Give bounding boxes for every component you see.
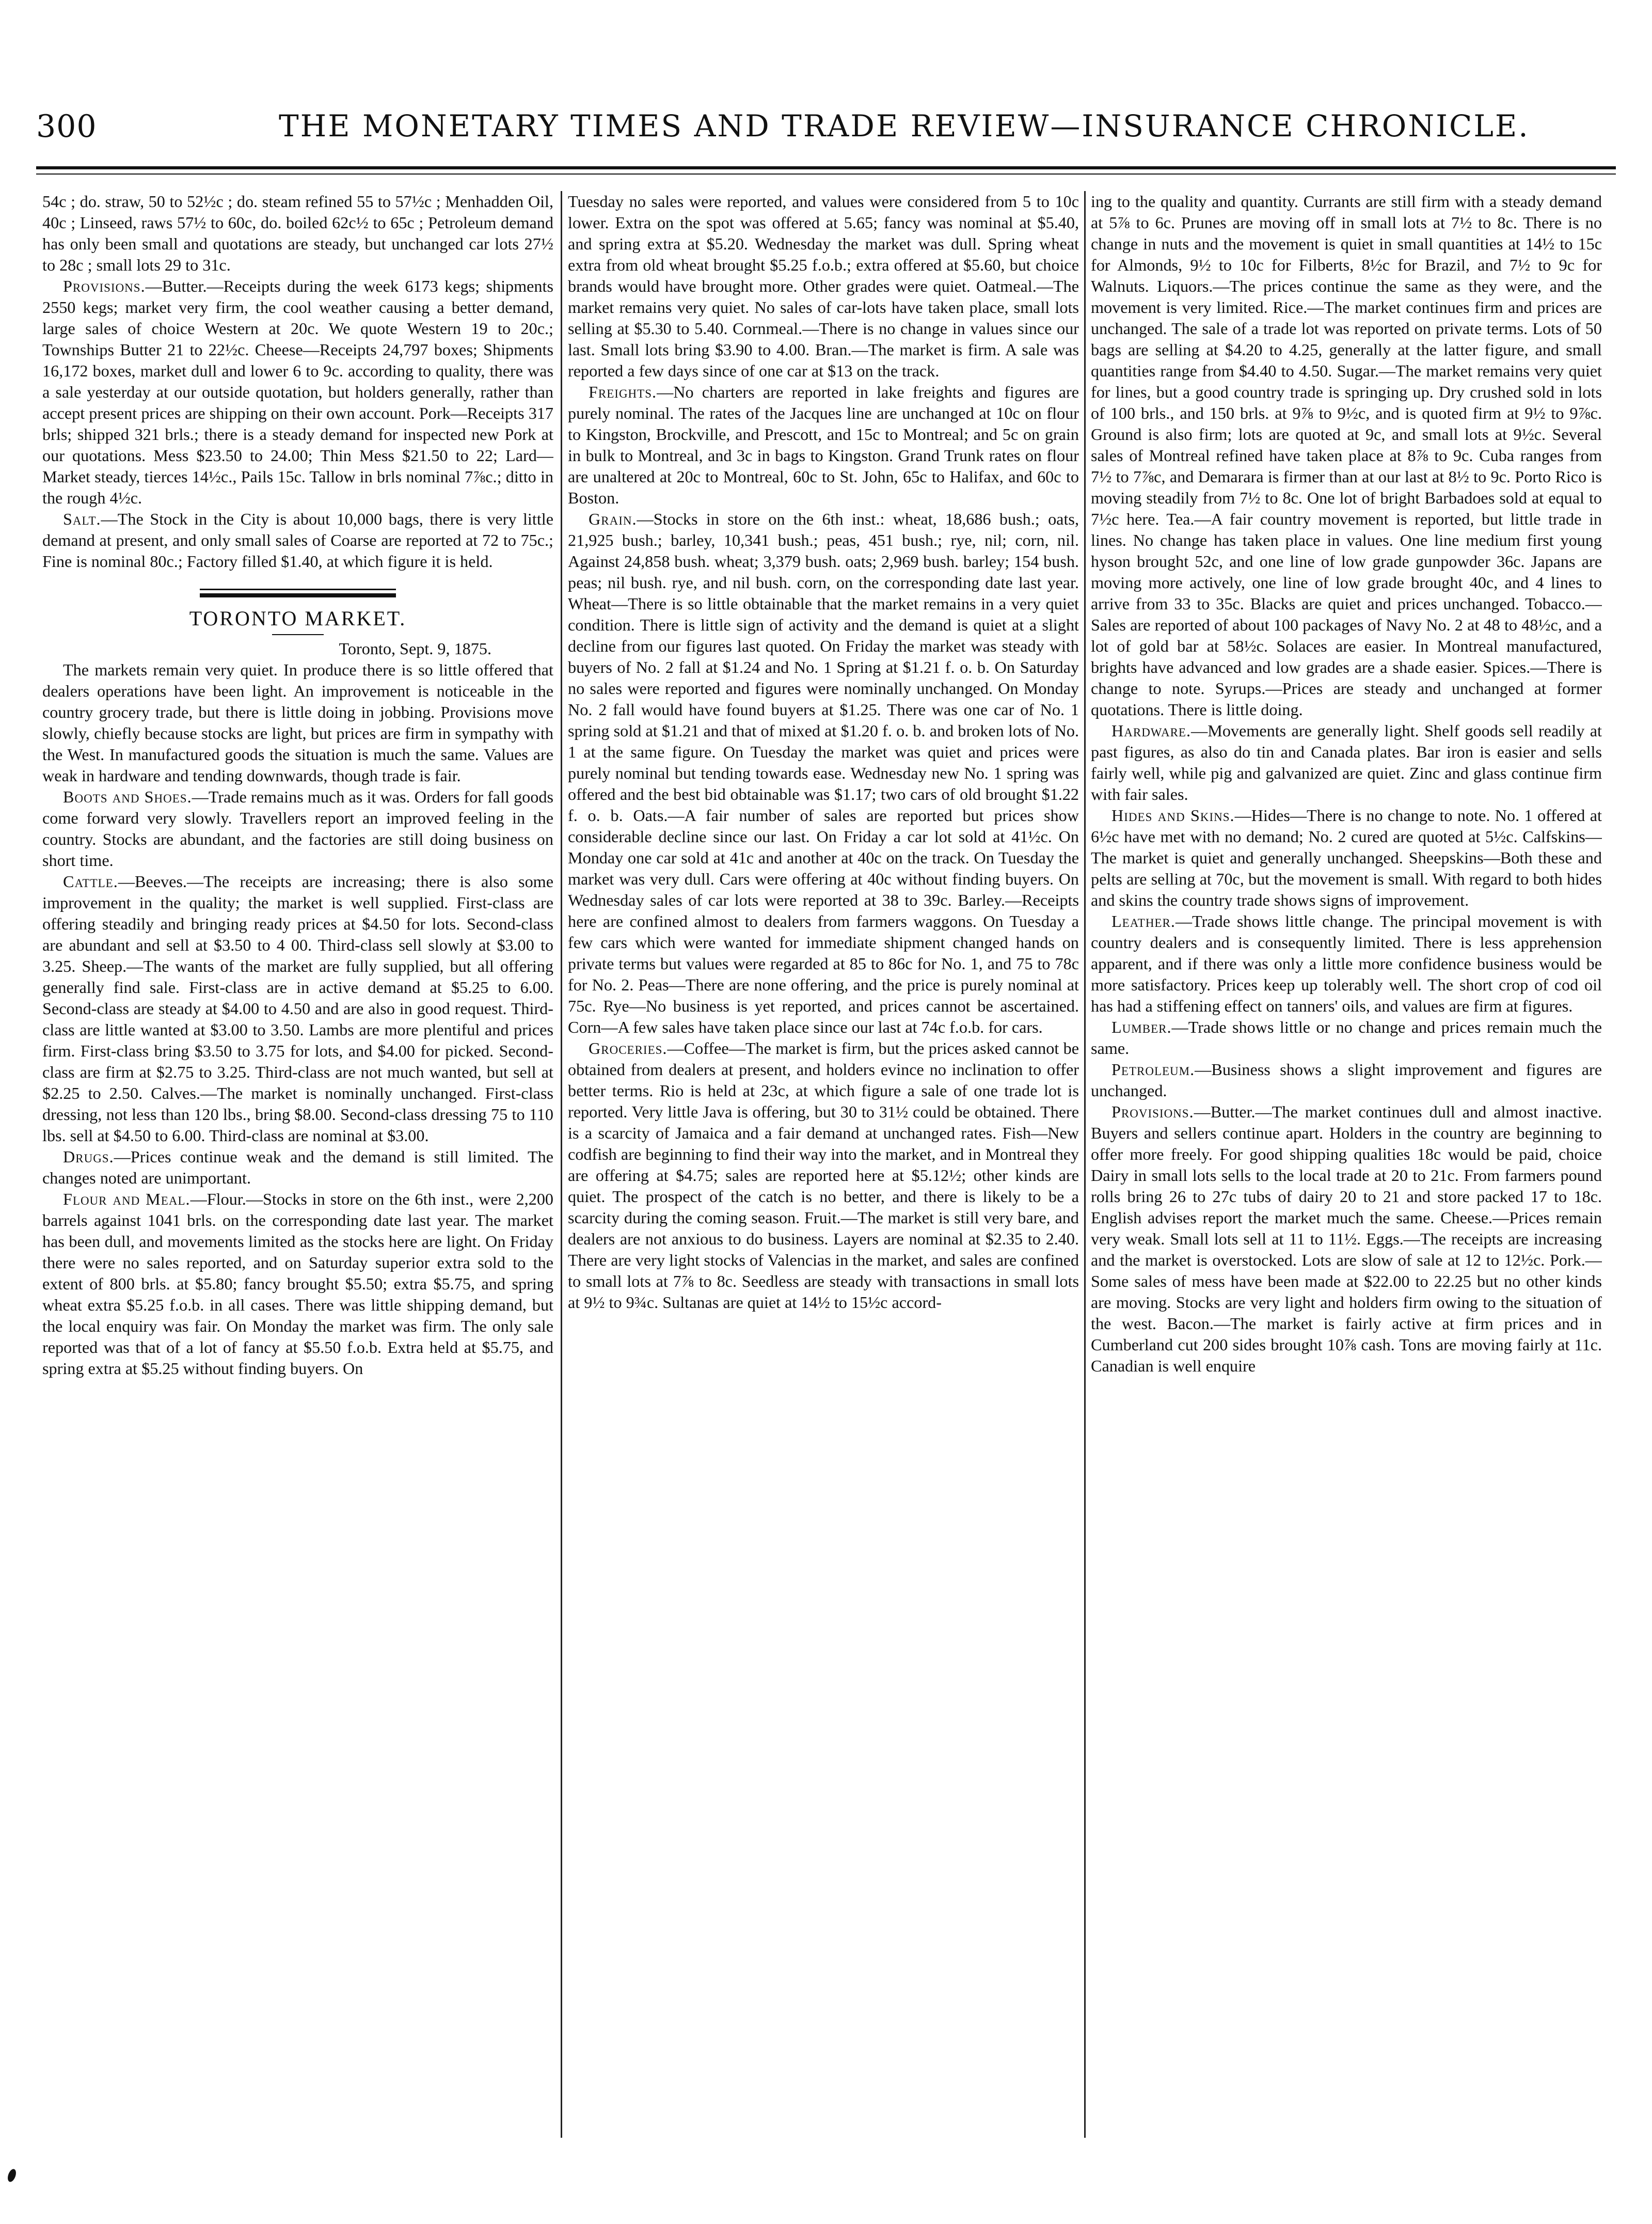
- paragraph-text: —Movements are generally light. Shelf goods sell readily at past figures, as also do tin and Canada plates. Bar iron is easier and sells fairly well, while pig and galvanized are quiet. Zinc and glass continue firm with fair sales.: [1091, 721, 1602, 803]
- paragraph-text: —Trade shows little or no change and prices remain much the same.: [1091, 1018, 1602, 1058]
- section-title: TORONTO MARKET.: [189, 607, 407, 630]
- paragraph-text: —Stocks in store on the 6th inst.: wheat, 18,686 bush.; oats, 21,925 bush.; barley, 10,341 bush.; peas, 451 bush.; rye, nil; corn, nil. Against 24,858 bush. wheat; 3,379 bush. oats; 2,969 bush. barley; 154 bush. peas; nil bush. rye, and nil bush. corn, on the corresponding date last year. Wheat—There is so little obtainable that the market remains in a very quiet condition. There is little sign of activity and the demand is quiet at a slight decline from our figures last quoted. On Friday the market was steady with buyers of No. 2 fall at $1.24 and No. 1 Spring at $1.21 f. o. b. On Saturday no sales were reported and figures were nominally unchanged. On Monday No. 2 fall would have found buyers at $1.25. There was one car of No. 1 spring sold at $1.21 and that of mixed at $1.20 f. o. b. and broken lots of No. 1 at the same figure. On Tuesday the market was quiet and prices were purely nominal but tending towards ease. Wednesday new No. 1 spring was offered and the best bid obtainable was $1.17; two cars of old brought $1.22 f. o. b. Oats.—A fair number of sales are reported but prices show considerable decline since our last. On Friday a car lot sold at 41½c. On Monday one car sold at 41c and another at 40c on the track. On Tuesday the market was very dull. Cars were offering at 40c without finding buyers. On Wednesday sales of car lots were reported at 38 to 39c. Barley.—Receipts here are confined almost to dealers from farmers waggons. On Tuesday a few cars which were wanted for immediate shipment changed hands on private terms but values were regarded at 85 to 86c for No. 1, and 75 to 78c for No. 2. Peas—There are none offering, and the price is purely nominal at 75c. Rye—No business is yet reported, and prices cannot be ascertained. Corn—A few sales have taken place since our last at 74c f.o.b. for cars.: [568, 510, 1079, 1036]
- paragraph: [1091, 1101, 1602, 1377]
- section-head: Salt.: [63, 510, 101, 528]
- paragraph: [42, 1189, 553, 1379]
- paragraph: [42, 509, 553, 572]
- paragraph: [42, 276, 553, 509]
- section-head: Provisions.: [1111, 1102, 1194, 1121]
- paragraph: [1091, 805, 1602, 911]
- ink-mark: [6, 2168, 18, 2183]
- column-2: [568, 191, 1079, 2153]
- paragraph: [1091, 1017, 1602, 1059]
- section-head: Flour and Meal.: [63, 1190, 190, 1208]
- section-head: Boots and Shoes.: [63, 787, 192, 806]
- column-1: [42, 191, 553, 2153]
- header-rule: [36, 166, 1616, 169]
- paragraph-text: —Trade shows little change. The principal movement is with country dealers and is consequently limited. There is less apprehension apparent, and if there was only a little more confidence business would be more satisfactory. Prices keep up tolerably well. The short crop of cod oil has had a stiffening effect on tanners' oils, and values are firm at figures.: [1091, 912, 1602, 1015]
- paragraph-text: —Business shows a slight improvement and figures are unchanged.: [1091, 1060, 1602, 1100]
- section-head: Hides and Skins.: [1111, 806, 1235, 825]
- column-divider: [1084, 191, 1086, 2138]
- paragraph: ing to the quality and quantity. Currants are still firm with a steady demand at 5⅞ to 6c. Prunes are moving off in small lots at 7½ to 8c. There is no change in nuts and the movement is quiet in small quantities at 14½ to 15c for Almonds, 9½ to 10c for Filberts, 8½c for Brazil, and 7½ to 9c for Walnuts. Liquors.—The prices continue the same as they were, and the movement is very limited. Rice.—The market continues firm and prices are unchanged. The sale of a trade lot was reported on private terms. Lots of 50 bags are selling at $4.20 to 4.25, generally at the latter figure, and small quantities range from $4.40 to 4.50. Sugar.—The market remains very quiet for lines, but a good country trade is springing up. Dry crushed sold in lots of 100 brls., and 150 brls. at 9⅞ to 9½c, and is quoted firm at 9½ to 9⅞c. Ground is also firm; lots are quoted at 9c, and small lots at 9½c. Several sales of Montreal refined have taken place at 8⅞ to 9c. Cuba ranges from 7½ to 7⅞c, and Demarara is firmer than at our last at 8½ to 9c. Porto Rico is moving steadily from 7½ to 8c. One lot of bright Barbadoes sold at equal to 7½c here. Tea.—A fair country movement is reported, but little trade in lines. No change has taken place in values. One line medium first young hyson brought 52c, and one line of low grade gunpowder 36c. Japans are moving more actively, one line of low grade brought 40c, and 4 lines to arrive from 33 to 35c. Blacks are quiet and prices unchanged. Tobacco.—Sales are reported of about 100 packages of Navy No. 2 at 48 to 48½c, and a lot of gold bar at 58½c. Solaces are easier. In Montreal manufactured, brights have advanced and low grades are a shade easier. Spices.—There is change to note. Syrups.—Prices are steady and unchanged at former quotations. There is little doing.: [1091, 192, 1602, 719]
- paragraph-text: —Flour.—Stocks in store on the 6th inst., were 2,200 barrels against 1041 brls. on the corresponding date last year. The market has been dull, and movements limited as the stocks here are light. On Friday there were no sales reported, and on Saturday superior extra sold to the extent of 800 brls. at $5.80; fancy brought $5.50; extra $5.75, and spring wheat extra $5.25 f.o.b. in all cases. There was little shipping demand, but the local enquiry was fair. On Monday the market was firm. The only sale reported was that of a lot of fancy at $5.50 f.o.b. Extra held at $5.75, and spring extra at $5.25 without finding buyers. On: [42, 1190, 553, 1378]
- paragraph: Tuesday no sales were reported, and values were considered from 5 to 10c lower. Extra on the spot was offered at 5.65; fancy was nominal at $5.40, and spring extra at $5.20. Wednesday the market was dull. Spring wheat extra from old wheat brought $5.25 f.o.b.; extra offered at $5.60, but choice brands would have brought more. Other grades were quiet. Oatmeal.—The market remains very quiet. No sales of car-lots have taken place, small lots selling at $5.30 to 5.40. Cornmeal.—There is no change in values since our last. Small lots bring $3.90 to 4.00. Bran.—The market is firm. A sale was reported a few days since of one car at $13 on the track.: [568, 192, 1079, 380]
- paragraph-text: —Hides—There is no change to note. No. 1 offered at 6½c have met with no demand; No. 2 cured are quoted at 5½c. Calfskins—The market is quiet and generally unchanged. Sheepskins—Both these and pelts are selling at 70c, but the movement is small. With regard to both hides and skins the country trade shows signs of improvement.: [1091, 806, 1602, 909]
- paragraph: 54c ; do. straw, 50 to 52½c ; do. steam refined 55 to 57½c ; Menhadden Oil, 40c ; Linseed, raws 57½ to 60c, do. boiled 62c½ to 65c ; Petroleum demand has only been small and quotations are steady, but unchanged car lots 27½ to 28c ; small lots 29 to 31c.: [42, 192, 553, 274]
- paragraph: [568, 509, 1079, 1038]
- section-head: Hardware.: [1111, 721, 1192, 740]
- section-divider: [200, 589, 396, 597]
- paragraph: The markets remain very quiet. In produce there is so little offered that dealers operations have been light. An improvement is noticeable in the country grocery trade, but there is little doing in jobbing. Provisions move slowly, chiefly because stocks are light, but prices are firm in sympathy with the West. In manufactured goods the situation is much the same. Values are weak in hardware and tending downwards, though trade is fair.: [42, 660, 553, 785]
- paragraph: [568, 382, 1079, 509]
- section-head: Lumber.: [1111, 1018, 1172, 1036]
- section-head: Leather.: [1111, 912, 1176, 930]
- paragraph-text: —Butter.—Receipts during the week 6173 kegs; shipments 2550 kegs; market very firm, the cool weather causing a better demand, large sales of choice Western at 20c. We quote Western 19 to 20c.; Townships Butter 21 to 22½c. Cheese—Receipts 24,797 boxes; Shipments 16,172 boxes, market dull and lower 6 to 9c. according to quality, there was a sale yesterday at our outside quotation, but holders generally, rather than accept present prices are shipping on their own account. Pork—Receipts 317 brls; shipped 321 brls.; there is a steady demand for inspected new Pork at our quotations. Mess $23.50 to 24.00; Thin Mess $21.50 to 22; Lard—Market steady, tierces 14½c., Pails 15c. Tallow in brls nominal 7⅞c.; ditto in the rough 4½c.: [42, 277, 553, 507]
- column-divider: [561, 191, 562, 2138]
- paragraph-text: —Beeves.—The receipts are increasing; there is also some improvement in the quality; the market is well supplied. First-class are offering steadily and bringing ready prices at $4.50 for lots. Second-class are abundant and sell at $3.50 to 4 00. Third-class sell slowly at $3.00 to 3.25. Sheep.—The wants of the market are fully supplied, but all offering generally find sale. First-class are in active demand at $5.25 to 6.00. Second-class are steady at $4.00 to 4.50 and are also in good request. Third-class are little wanted at $3.00 to 3.50. Lambs are more plentiful and prices firm. First-class bring $3.50 to 3.75 for lots, and $4.00 for picked. Second-class are firm at $2.75 to 3.25. Third-class are not much wanted, but sell at $2.25 to 2.50. Calves.—The market is nominally unchanged. First-class dressing, not less than 120 lbs., bring $8.00. Second-class dressing 75 to 110 lbs. sell at $4.50 to 6.00. Third-class are nominal at $3.00.: [42, 872, 553, 1145]
- section-head: Cattle.: [63, 872, 118, 891]
- column-3: [1091, 191, 1602, 2153]
- paragraph: [42, 786, 553, 871]
- header-rule-thin: [36, 173, 1616, 175]
- paragraph: [1091, 911, 1602, 1017]
- paragraph-text: —The Stock in the City is about 10,000 bags, there is very little demand at present, and only small sales of Coarse are reported at 72 to 75c.; Fine is nominal 80c.; Factory filled $1.40, at which figure it is held.: [42, 510, 553, 571]
- paragraph: [568, 1038, 1079, 1313]
- masthead-title: THE MONETARY TIMES AND TRADE REVIEW—INSURANCE CHRONICLE.: [279, 108, 1530, 144]
- paragraph-text: —Coffee—The market is firm, but the prices asked cannot be obtained from dealers at present, and holders evince no inclination to offer better terms. Rio is held at 23c, at which figure a sale of one trade lot is reported. Very little Java is offering, but 30 to 31½ could be obtained. There is a scarcity of Jamaica and a fair demand at unchanged rates. Fish—New codfish are beginning to find their way into the market, and in Montreal they are offering at $4.75; sales are reported here at $5.12½; other kinds are quiet. The prospect of the catch is no better, and there is likely to be a scarcity during the coming season. Fruit.—The market is still very bare, and dealers are not anxious to do business. Layers are nominal at $2.35 to 2.40. There are very light stocks of Valencias in the market, and sales are confined to small lots at 7⅞ to 8c. Seedless are steady with transactions in small lots at 9½ to 9¾c. Sultanas are quiet at 14½ to 15½c accord-: [568, 1039, 1079, 1312]
- dateline: Toronto, Sept. 9, 1875.: [339, 639, 491, 658]
- paragraph-text: —Prices continue weak and the demand is still limited. The changes noted are unimportant.: [42, 1147, 553, 1187]
- section-head: Grain.: [589, 510, 637, 528]
- section-head: Groceries.: [589, 1039, 668, 1058]
- page-number: 300: [36, 108, 97, 145]
- section-head: Drugs.: [63, 1147, 114, 1166]
- paragraph: [42, 871, 553, 1146]
- paragraph-text: —Trade remains much as it was. Orders for fall goods come forward very slowly. Travellers report an improved feeling in the country. Stocks are abundant, and the factories are still doing business on short time.: [42, 787, 553, 870]
- paragraph-text: —Butter.—The market continues dull and almost inactive. Buyers and sellers continue apart. Holders in the country are beginning to offer more freely. For good shipping qualities 18c would be paid, choice Dairy in small lots sells to the local trade at 20 to 21c. From farmers pound rolls bring 26 to 27c tubs of dairy 20 to 21 and store packed 17 to 18c. English advises report the market much the same. Cheese.—Prices remain very weak. Small lots sell at 11 to 11½. Eggs.—The receipts are increasing and the market is overstocked. Lots are slow of sale at 12 to 12½c. Pork.—Some sales of mess have been made at $22.00 to 22.25 but no other kinds are moving. Stocks are very light and holders firm owing to the situation of the west. Bacon.—The market is fairly active at firm prices and in Cumberland cut 200 sides brought 10⅞ cash. Tons are moving fairly at 11c. Canadian is well enquire: [1091, 1102, 1602, 1375]
- paragraph: [1091, 720, 1602, 805]
- section-head: Freights.: [589, 383, 657, 401]
- paragraph: [1091, 1059, 1602, 1101]
- page-header: [36, 108, 1616, 155]
- section-head: Provisions.: [63, 277, 146, 295]
- section-head: Petroleum.: [1111, 1060, 1195, 1079]
- paragraph-text: —No charters are reported in lake freights and figures are purely nominal. The rates of the Jacques line are unchanged at 10c on flour to Kingston, Brockville, and Prescott, and 15c to Montreal; and 5c on grain in bulk to Montreal, and 3c in bags to Kingston. Grand Trunk rates on flour are unaltered at 20c to Montreal, 60c to St. John, 65c to Halifax, and 60c to Boston.: [568, 383, 1079, 507]
- paragraph: [42, 1146, 553, 1189]
- title-rule: [272, 634, 324, 635]
